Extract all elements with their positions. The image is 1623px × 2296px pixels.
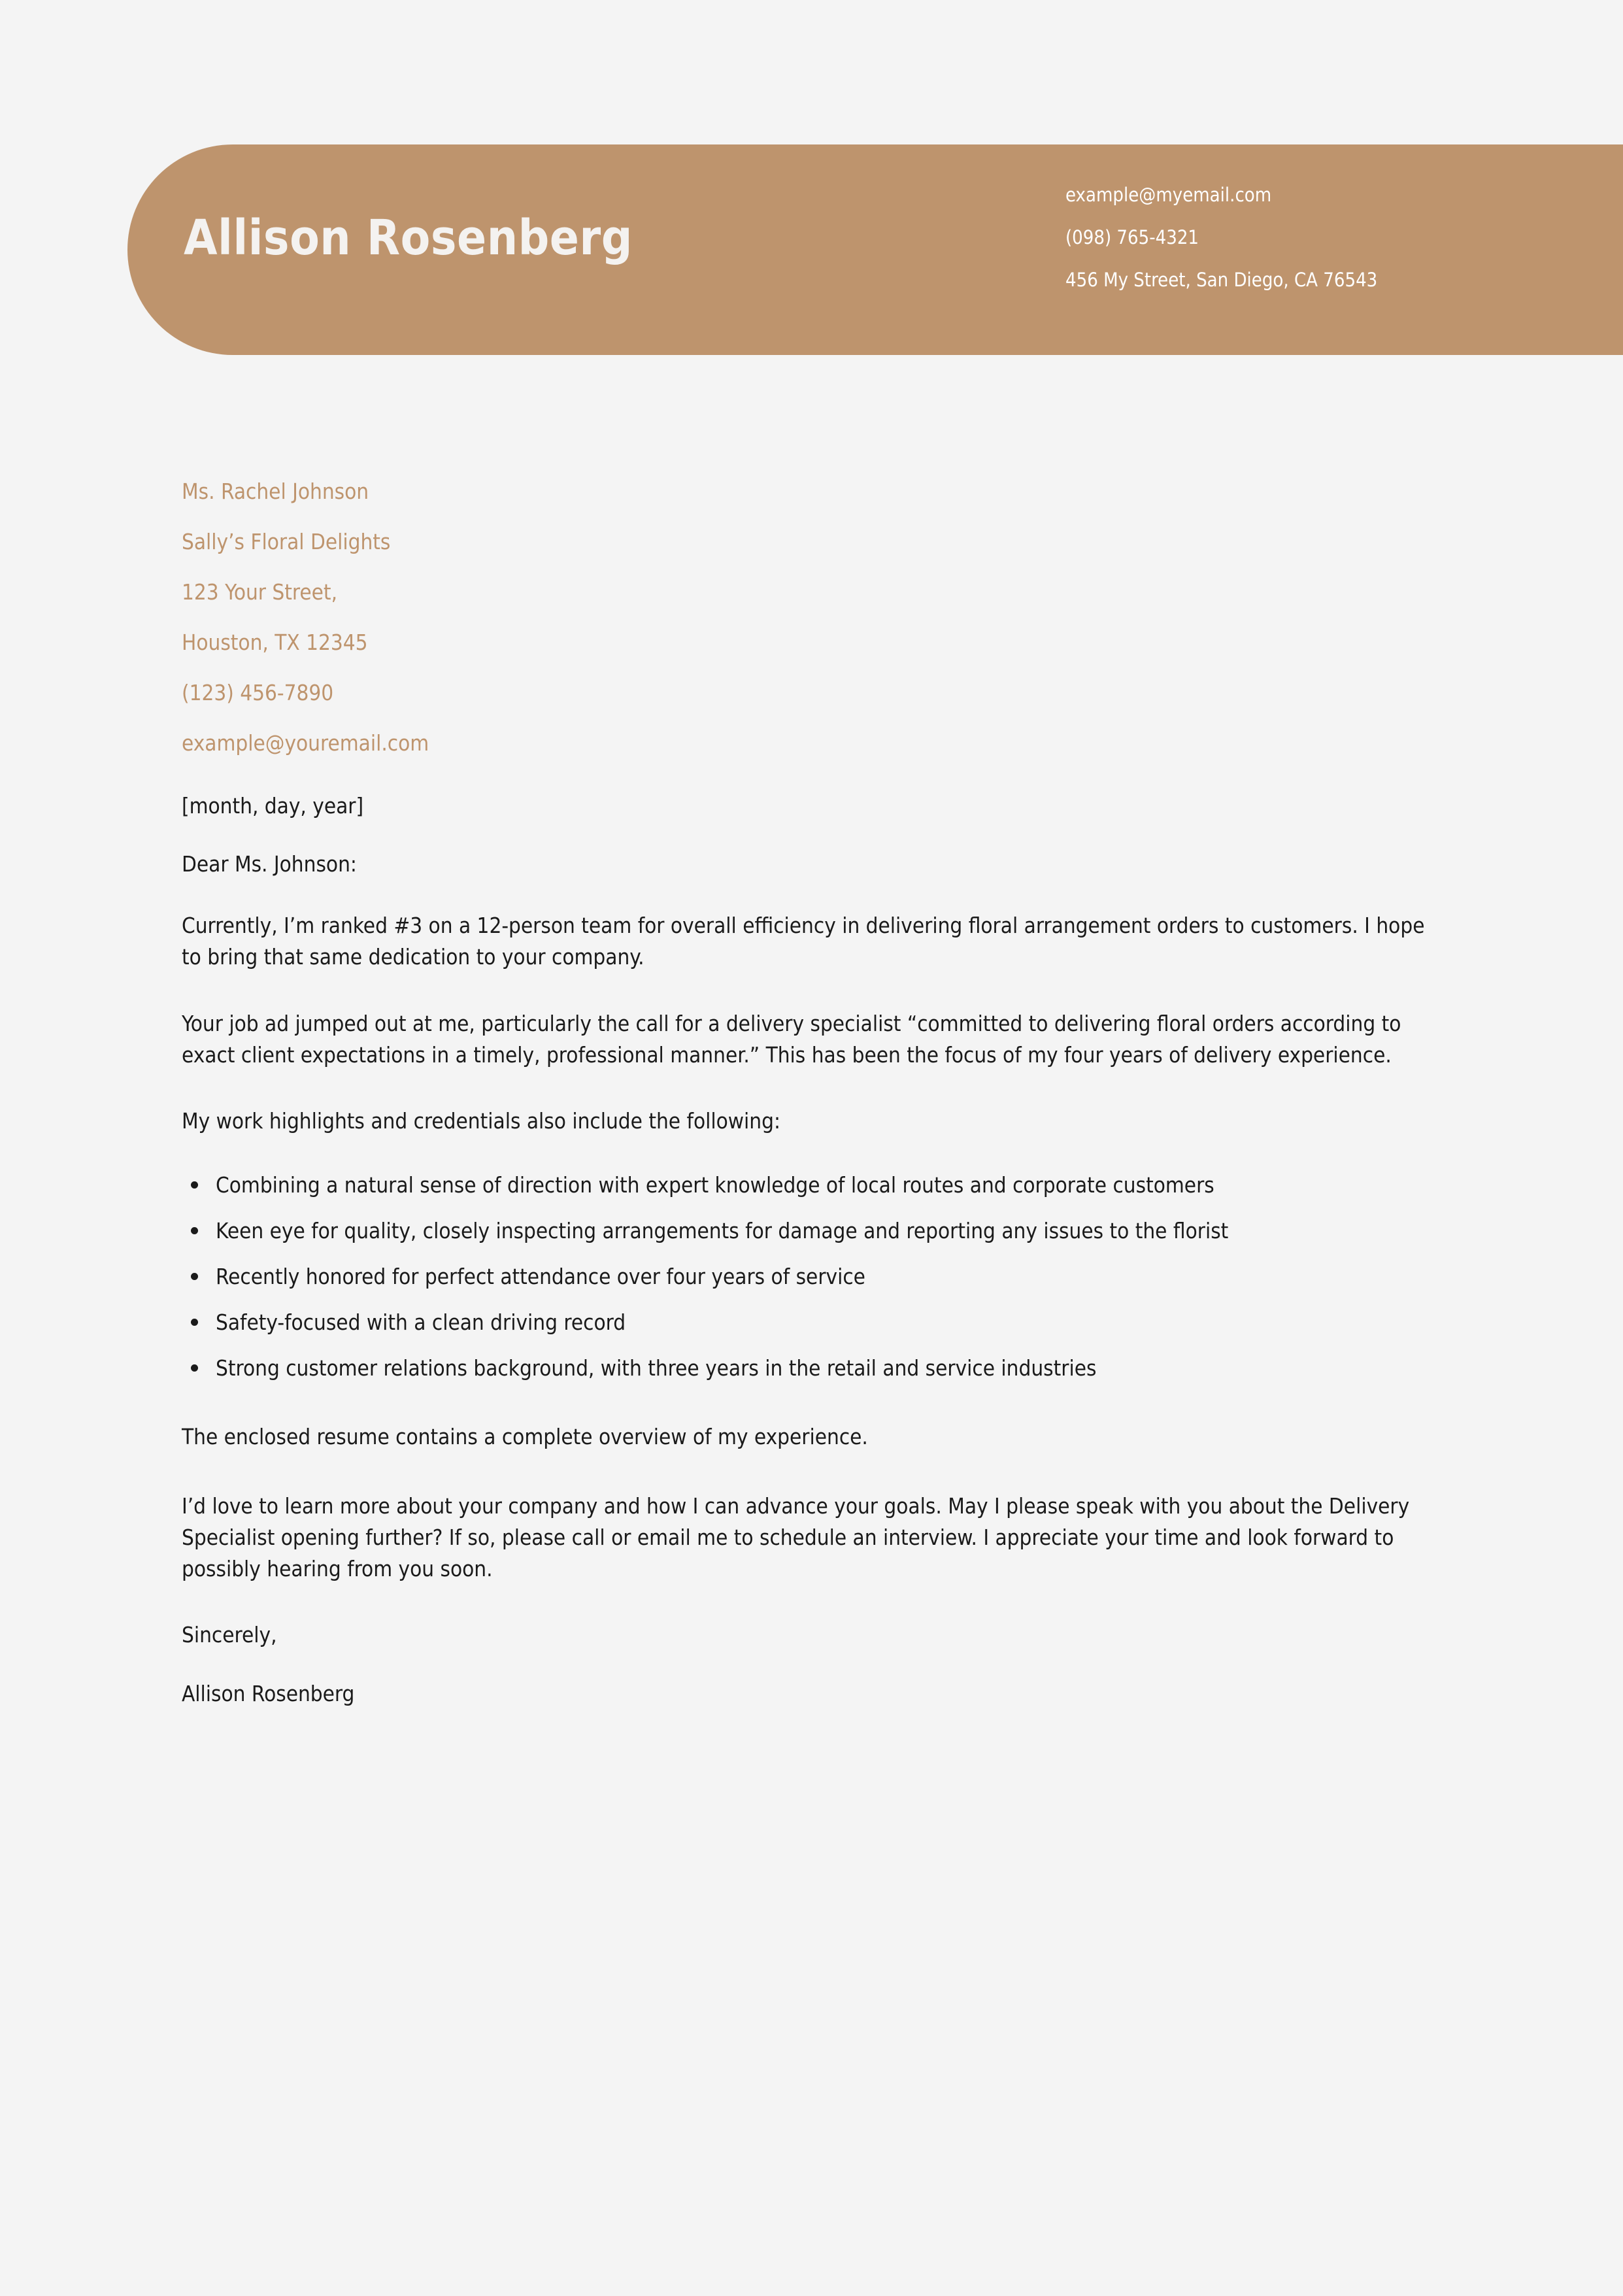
list-item: [182, 1215, 1431, 1247]
list-item-label: Combining a natural sense of direction with expert knowledge of local routes and corporate customers: [216, 1172, 1214, 1198]
recipient-street: 123 Your Street,: [182, 579, 337, 605]
bullet-dot-icon: [191, 1227, 198, 1234]
recipient-email: example@youremail.com: [182, 730, 429, 756]
letter-salutation: Dear Ms. Johnson:: [182, 851, 357, 877]
recipient-address-block: [182, 481, 1431, 754]
letter-paragraph-2: Your job ad jumped out at me, particularly the call for a delivery specialist “committed to delivering floral orders according to exact client expectations in a timely, professional manner.” This has been the focus of my four years of delivery experience.: [182, 1010, 1401, 1068]
letter-paragraph-1: Currently, I’m ranked #3 on a 12-person team for overall efficiency in delivering floral arrangement orders to customers. I hope to bring that same dedication to your company.: [182, 913, 1425, 970]
recipient-city-state-zip: Houston, TX 12345: [182, 630, 368, 655]
letter-paragraph-3: The enclosed resume contains a complete overview of my experience.: [182, 1424, 868, 1450]
bullet-dot-icon: [191, 1273, 198, 1280]
highlights-list: [182, 1170, 1431, 1383]
applicant-name-heading: Allison Rosenberg: [184, 210, 633, 266]
list-item: [182, 1261, 1431, 1292]
bullet-dot-icon: [191, 1181, 198, 1189]
list-item: [182, 1170, 1431, 1201]
bullet-dot-icon: [191, 1319, 198, 1326]
letter-content: [182, 481, 1431, 1704]
list-item-label: Strong customer relations background, with three years in the retail and service industries: [216, 1355, 1097, 1381]
list-item-label: Safety-focused with a clean driving record: [216, 1309, 626, 1335]
list-item: [182, 1353, 1431, 1384]
list-item-label: Recently honored for perfect attendance over four years of service: [216, 1263, 865, 1289]
applicant-contact-block: [1065, 186, 1562, 290]
applicant-address: 456 My Street, San Diego, CA 76543: [1065, 269, 1378, 291]
applicant-email: example@myemail.com: [1065, 184, 1272, 206]
recipient-phone: (123) 456-7890: [182, 680, 334, 705]
bullet-dot-icon: [191, 1364, 198, 1372]
letter-signoff: Sincerely,: [182, 1621, 277, 1647]
list-item-label: Keen eye for quality, closely inspecting arrangements for damage and reporting any issues to the florist: [216, 1218, 1229, 1244]
letter-signature-name: Allison Rosenberg: [182, 1680, 355, 1706]
recipient-company: Sally’s Floral Delights: [182, 529, 391, 554]
applicant-phone: (098) 765-4321: [1065, 226, 1199, 248]
recipient-name: Ms. Rachel Johnson: [182, 479, 369, 504]
list-item: [182, 1307, 1431, 1338]
highlights-intro: My work highlights and credentials also include the following:: [182, 1108, 780, 1134]
letter-paragraph-4: I’d love to learn more about your company and how I can advance your goals. May I please speak with you about the Delivery Specialist opening further? If so, please call or email me to schedule an interview. I appreciate your time and look forward to possibly hearing from you soon.: [182, 1493, 1410, 1581]
letter-date: [month, day, year]: [182, 793, 364, 819]
